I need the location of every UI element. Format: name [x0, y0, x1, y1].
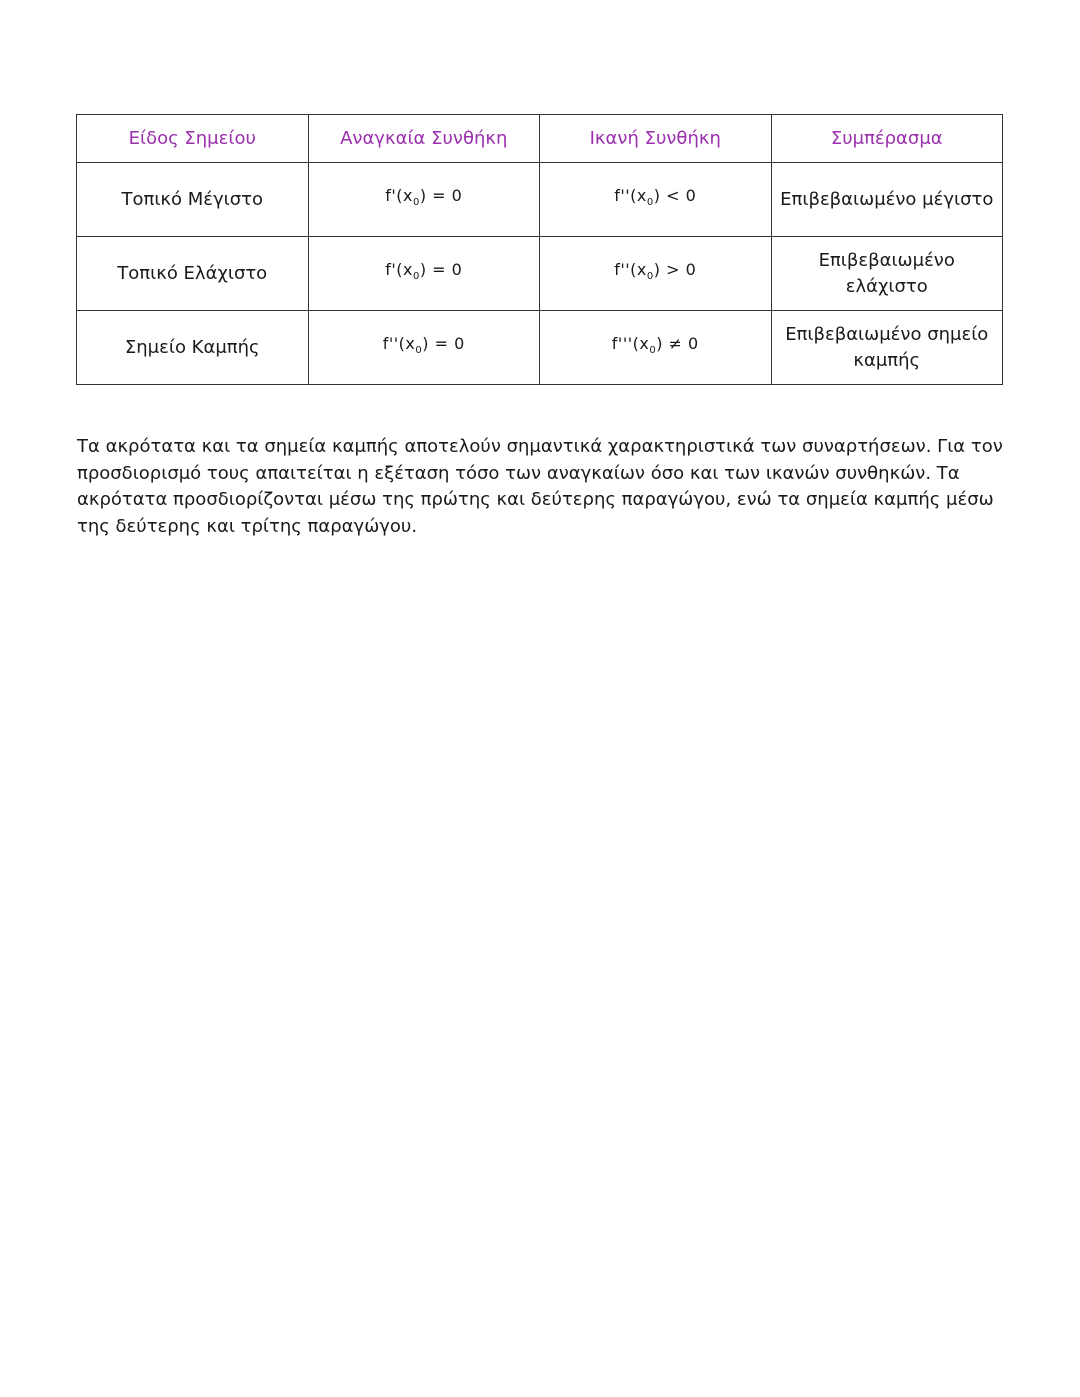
table-header-row — [77, 115, 1003, 163]
cell-conclusion: Επιβεβαιωμένο μέγιστο — [771, 163, 1003, 237]
cell-sufficient-condition — [540, 311, 772, 385]
cell-point-type: Τοπικό Ελάχιστο — [77, 237, 309, 311]
summary-paragraph: Τα ακρότατα και τα σημεία καμπής αποτελούν σημαντικά χαρακτηριστικά των συναρτήσεων. Για τον προσδιορισμό τους απαιτείται η εξέταση τόσο των αναγκαίων όσο και των ικανών συνθηκών. Τα ακρότατα προσδιορίζονται μέσω της πρώτης και δεύτερης παραγώγου, ενώ τα σημεία καμπής μέσω της δεύτερης και τρίτης παραγώγου. — [77, 436, 1003, 537]
header-conclusion: Συμπέρασμα — [771, 115, 1003, 163]
cell-sufficient-condition — [540, 163, 772, 237]
formula: $f''(x_0) < 0$ — [614, 185, 697, 209]
header-point-type: Είδος Σημείου — [77, 115, 309, 163]
formula: $f''(x_0) > 0$ — [614, 259, 697, 283]
formula: $f''(x_0) = 0$ — [382, 333, 465, 357]
header-sufficient-condition: Ικανή Συνθήκη — [540, 115, 772, 163]
formula: $f'(x_0) = 0$ — [385, 185, 463, 209]
formula: $f'''(x_0) \ne 0$ — [611, 333, 699, 357]
cell-point-type: Τοπικό Μέγιστο — [77, 163, 309, 237]
table-row-local-maximum — [77, 163, 1003, 237]
cell-necessary-condition — [308, 163, 540, 237]
cell-point-type: Σημείο Καμπής — [77, 311, 309, 385]
cell-conclusion: Επιβεβαιωμένο ελάχιστο — [771, 237, 1003, 311]
header-necessary-condition: Αναγκαία Συνθήκη — [308, 115, 540, 163]
table-row-inflection-point — [77, 311, 1003, 385]
cell-conclusion: Επιβεβαιωμένο σημείο καμπής — [771, 311, 1003, 385]
table-row-local-minimum — [77, 237, 1003, 311]
formula: $f'(x_0) = 0$ — [385, 259, 463, 283]
conditions-table — [76, 114, 1003, 385]
cell-necessary-condition — [308, 311, 540, 385]
cell-necessary-condition — [308, 237, 540, 311]
cell-sufficient-condition — [540, 237, 772, 311]
